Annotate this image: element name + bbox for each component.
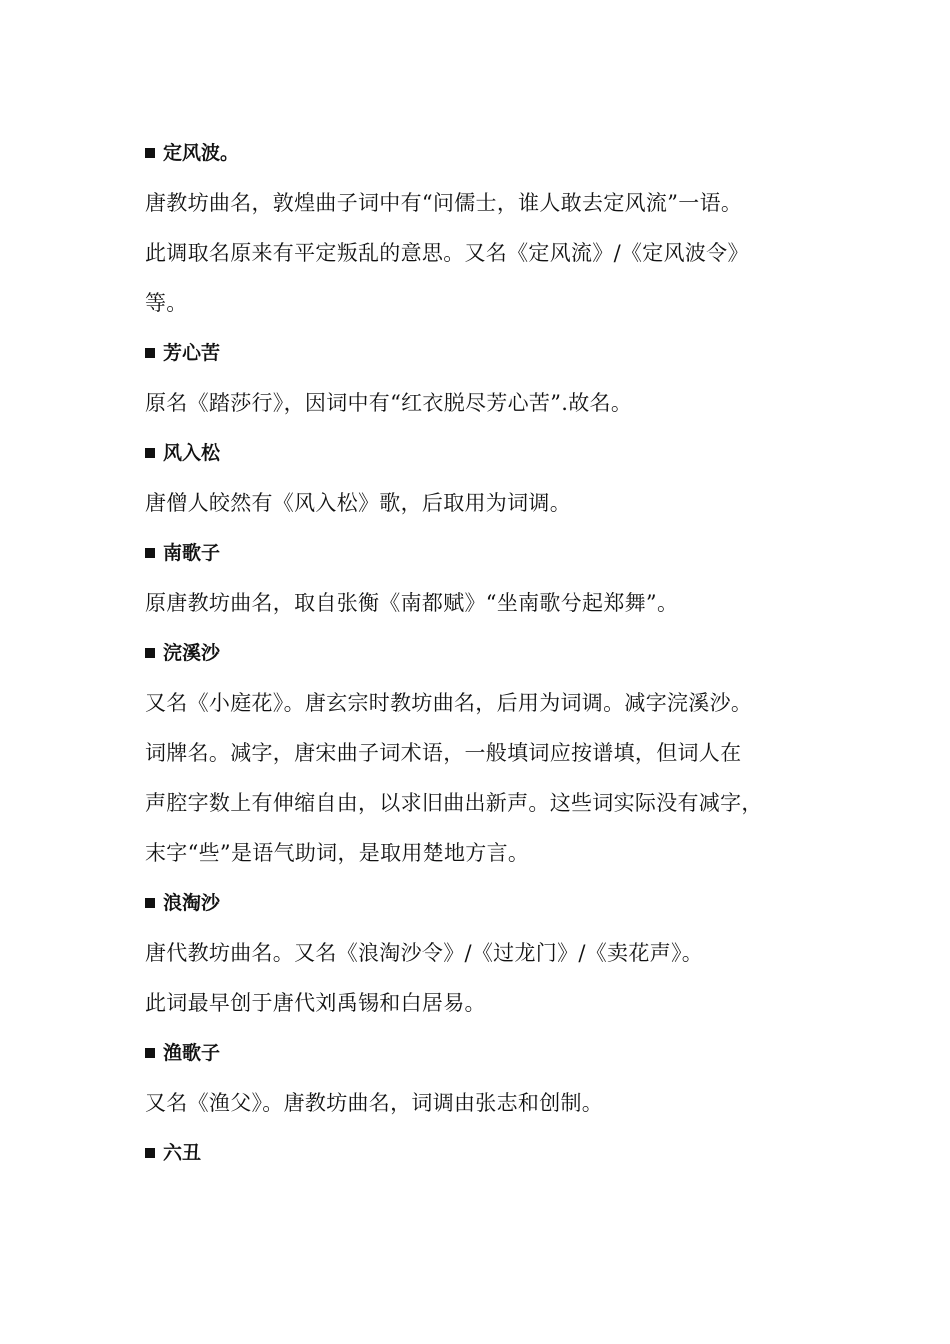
entry-huanxisha bbox=[145, 628, 835, 878]
entry-title bbox=[145, 1128, 835, 1178]
entry-title bbox=[145, 428, 835, 478]
entry-text-line: 又名《渔父》。唐教坊曲名，词调由张志和创制。 bbox=[145, 1091, 604, 1115]
document-page bbox=[145, 128, 835, 1178]
entry-text-line: 词牌名。减字，唐宋曲子词术语，一般填词应按谱填，但词人在 bbox=[145, 741, 742, 765]
entry-text-line: 唐僧人皎然有《风入松》歌，后取用为词调。 bbox=[145, 491, 571, 515]
square-bullet-icon bbox=[145, 1148, 155, 1158]
entry-title-text: 芳心苦 bbox=[163, 342, 221, 364]
entry-text-line: 等。 bbox=[145, 291, 188, 315]
square-bullet-icon bbox=[145, 648, 155, 658]
entry-text-line: 原名《踏莎行》，因词中有“红衣脱尽芳心苦”.故名。 bbox=[145, 391, 633, 415]
entry-title-text: 六丑 bbox=[163, 1142, 202, 1164]
square-bullet-icon bbox=[145, 548, 155, 558]
square-bullet-icon bbox=[145, 348, 155, 358]
entry-text-line: 此调取名原来有平定叛乱的意思。又名《定风流》/《定风波令》 bbox=[145, 241, 749, 265]
square-bullet-icon bbox=[145, 1048, 155, 1058]
entry-title-text: 风入松 bbox=[163, 442, 221, 464]
entry-text-line: 末字“些”是语气助词，是取用楚地方言。 bbox=[145, 841, 530, 865]
entry-title-text: 定风波。 bbox=[163, 142, 240, 164]
entry-title-text: 渔歌子 bbox=[163, 1042, 221, 1064]
entry-title bbox=[145, 128, 835, 178]
square-bullet-icon bbox=[145, 448, 155, 458]
entry-yugezi bbox=[145, 1028, 835, 1128]
entry-title bbox=[145, 1028, 835, 1078]
entry-text-line: 唐教坊曲名，敦煌曲子词中有“问儒士，谁人敢去定风流”一语。 bbox=[145, 191, 743, 215]
entry-text-line: 又名《小庭花》。唐玄宗时教坊曲名，后用为词调。减字浣溪沙。 bbox=[145, 691, 753, 715]
square-bullet-icon bbox=[145, 148, 155, 158]
entry-text-line: 声腔字数上有伸缩自由，以求旧曲出新声。这些词实际没有减字， bbox=[145, 791, 763, 815]
entry-title bbox=[145, 328, 835, 378]
entry-text-line: 此词最早创于唐代刘禹锡和白居易。 bbox=[145, 991, 486, 1015]
entry-title-text: 浣溪沙 bbox=[163, 642, 221, 664]
entry-title bbox=[145, 628, 835, 678]
entry-title bbox=[145, 528, 835, 578]
entry-text-line: 唐代教坊曲名。又名《浪淘沙令》/《过龙门》/《卖花声》。 bbox=[145, 941, 704, 965]
entry-title-text: 浪淘沙 bbox=[163, 892, 221, 914]
entry-nangezi bbox=[145, 528, 835, 628]
entry-title bbox=[145, 878, 835, 928]
entry-liuchou bbox=[145, 1128, 835, 1178]
entry-langtaosha bbox=[145, 878, 835, 1028]
entry-dingfengbo bbox=[145, 128, 835, 328]
entry-title-text: 南歌子 bbox=[163, 542, 221, 564]
entry-fengrusong bbox=[145, 428, 835, 528]
entry-fangxinku bbox=[145, 328, 835, 428]
square-bullet-icon bbox=[145, 898, 155, 908]
entry-text-line: 原唐教坊曲名，取自张衡《南都赋》“坐南歌兮起郑舞”。 bbox=[145, 591, 679, 615]
